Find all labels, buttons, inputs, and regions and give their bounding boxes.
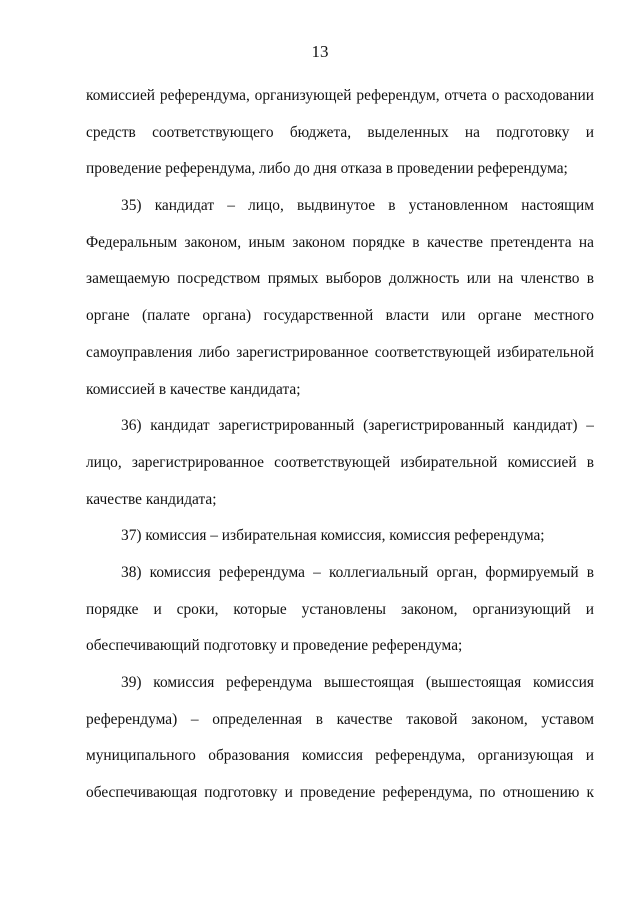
paragraph-item-38 bbox=[86, 555, 594, 665]
paragraph-item-36 bbox=[86, 408, 594, 518]
text-line: Федеральным законом, иным законом порядке в качестве претендента на bbox=[86, 233, 594, 251]
text-line: органе (палате органа) государственной власти или органе местного bbox=[86, 307, 594, 325]
text-line: обеспечивающий подготовку и проведение референдума; bbox=[86, 637, 463, 655]
paragraph-item-35 bbox=[86, 188, 594, 408]
text-line: порядке и сроки, которые установлены законом, организующий и bbox=[86, 600, 594, 618]
text-line: 39) комиссия референдума вышестоящая (вышестоящая комиссия bbox=[121, 674, 594, 691]
text-line: 35) кандидат – лицо, выдвинутое в установленном настоящим bbox=[121, 197, 594, 215]
text-line: проведение референдума, либо до дня отказа в проведении референдума; bbox=[86, 160, 568, 178]
text-line: комиссией в качестве кандидата; bbox=[86, 380, 301, 398]
text-line: 38) комиссия референдума – коллегиальный орган, формируемый в bbox=[121, 563, 594, 581]
text-line: комиссией референдума, организующей референдум, отчета о расходовании bbox=[86, 87, 594, 104]
text-line: референдума) – определенная в качестве таковой законом, уставом bbox=[86, 710, 594, 728]
text-line: замещаемую посредством прямых выборов должность или на членство в bbox=[86, 270, 594, 288]
paragraph-continuation bbox=[86, 78, 594, 188]
paragraph-item-37 bbox=[86, 518, 594, 555]
text-line: муниципального образования комиссия референдума, организующая и bbox=[86, 747, 594, 765]
text-line: качестве кандидата; bbox=[86, 490, 217, 508]
text-line: обеспечивающая подготовку и проведение референдума, по отношению к bbox=[86, 784, 594, 802]
text-line: 37) комиссия – избирательная комиссия, комиссия референдума; bbox=[121, 527, 545, 545]
text-line: лицо, зарегистрированное соответствующей избирательной комиссией в bbox=[86, 453, 594, 471]
page-number: 13 bbox=[311, 42, 329, 61]
text-line: средств соответствующего бюджета, выделенных на подготовку и bbox=[86, 123, 594, 141]
text-line: самоуправления либо зарегистрированное соответствующей избирательной bbox=[86, 343, 594, 361]
text-line: 36) кандидат зарегистрированный (зарегистрированный кандидат) – bbox=[121, 417, 594, 435]
paragraph-item-39 bbox=[86, 665, 594, 812]
document-body bbox=[86, 78, 594, 812]
